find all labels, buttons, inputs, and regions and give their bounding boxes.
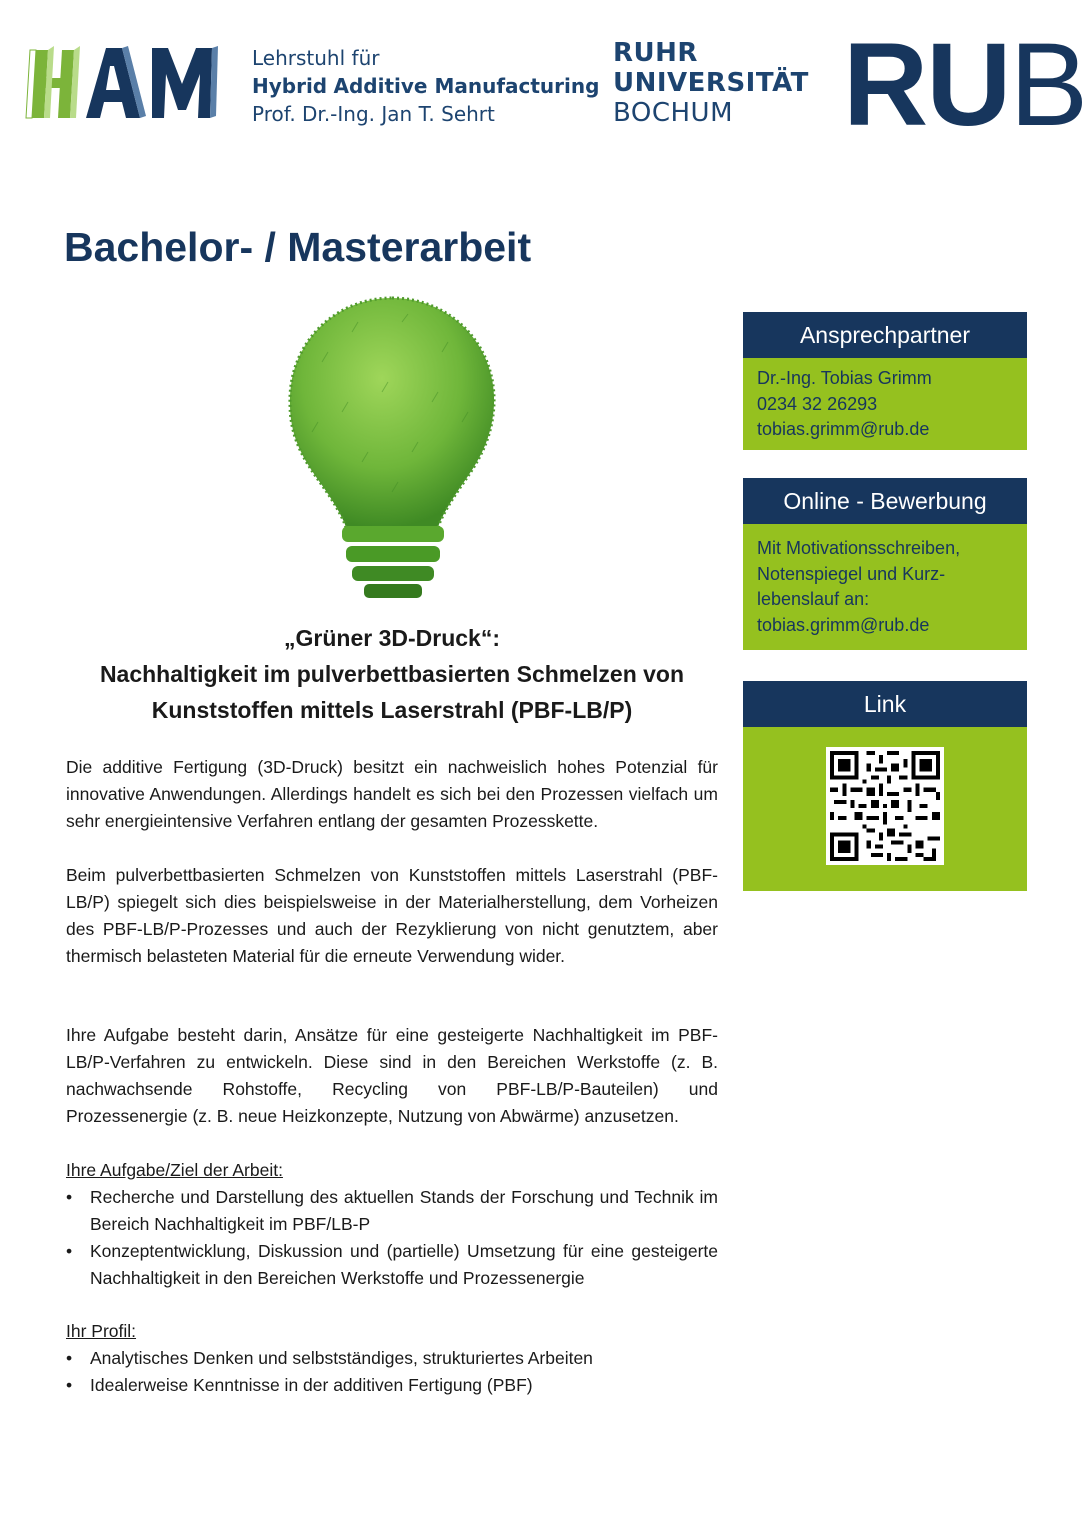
body-paragraph-1 <box>66 754 718 835</box>
link-heading: Link <box>743 681 1027 727</box>
list-item: • Konzeptentwicklung, Diskussion und (partielle) Umsetzung für eine gesteigerte Nachhaltigkeit in den Bereichen Werkstoffe und Prozessenergie <box>66 1238 718 1292</box>
body-paragraph-3 <box>66 1022 718 1130</box>
tasks-heading: Ihre Aufgabe/Ziel der Arbeit: <box>66 1160 283 1180</box>
rub-logo-b: B <box>1009 19 1086 151</box>
page-title: Bachelor- / Masterarbeit <box>64 224 532 270</box>
link-box <box>743 681 1027 891</box>
ham-logo-a <box>86 46 146 118</box>
application-line-1: Mit Motivationsschreiben, <box>757 538 961 558</box>
rub-logo-ru: RU <box>843 19 1010 151</box>
thesis-topic <box>66 620 718 728</box>
application-details <box>743 524 1027 650</box>
list-item: • Recherche und Darstellung des aktuellen Stands der Forschung und Technik im Bereich Nachhaltigkeit im PBF/LB-P <box>66 1184 718 1238</box>
topic-line-2: Nachhaltigkeit im pulverbettbasierten Schmelzen von <box>99 661 685 687</box>
chair-line-2-hybrid: Hybrid <box>252 74 328 98</box>
chair-name <box>252 44 599 128</box>
uni-line-2: UNIVERSITÄT <box>613 68 809 98</box>
rub-logo <box>843 19 1086 151</box>
application-line-3: lebenslauf an: <box>757 589 870 609</box>
topic-line-1: „Grüner 3D-Druck“: <box>284 625 500 651</box>
paragraph-text: Beim pulverbettbasierten Schmelzen von Kunststoffen mittels Laserstrahl (PBF-LB/P) spiegelt sich dies beispielsweise in der Materialherstellung, dem Vorheizen des PBF-LB/P-Prozesses und auch der Rezyklierung von nicht genutztem, aber thermisch belasteten Material für die erneute Verwendung wider. <box>66 865 718 966</box>
uni-line-3: BOCHUM <box>613 98 734 128</box>
university-name <box>613 38 809 128</box>
list-item: • Idealerweise Kenntnisse in der additiven Fertigung (PBF) <box>66 1372 718 1399</box>
chair-line-2-rest: Additive Manufacturing <box>333 74 600 98</box>
link-qr-area <box>743 727 1027 891</box>
tasks-list <box>66 1184 718 1292</box>
application-heading: Online - Bewerbung <box>743 478 1027 524</box>
contact-heading: Ansprechpartner <box>743 312 1027 358</box>
paragraph-text: Die additive Fertigung (3D-Druck) besitzt ein nachweislich hohes Potenzial für innovative Anwendungen. Allerdings handelt es sich bei den Prozessen vielfach um sehr energieintensive Verfahren entlang der gesamten Prozesskette. <box>66 757 718 831</box>
profile-list <box>66 1345 718 1399</box>
profile-section <box>66 1318 718 1399</box>
contact-details <box>743 358 1027 450</box>
contact-box <box>743 312 1027 450</box>
contact-email[interactable]: tobias.grimm@rub.de <box>757 419 930 439</box>
chair-line-3: Prof. Dr.-Ing. Jan T. Sehrt <box>252 102 495 126</box>
grass-bulb-image <box>282 292 502 602</box>
tasks-section <box>66 1157 718 1292</box>
profile-heading: Ihr Profil: <box>66 1321 137 1341</box>
chair-line-1: Lehrstuhl für <box>252 46 380 70</box>
ham-logo-m <box>152 46 218 118</box>
ham-logo <box>22 44 232 124</box>
topic-line-3: Kunststoffen mittels Laserstrahl (PBF-LB/P) <box>151 697 633 723</box>
ham-logo-h <box>26 46 80 118</box>
chair-line-2 <box>252 72 599 100</box>
paragraph-text: Ihre Aufgabe besteht darin, Ansätze für eine gesteigerte Nachhaltigkeit im PBF-LB/P-Verfahren zu entwickeln. Diese sind in den Bereichen Werkstoffe (z. B. nachwachsende Rohstoffe, Recycling von PBF-LB/P-Bauteilen) und Prozessenergie (z. B. neue Heizkonzepte, Nutzung von Abwärme) anzusetzen. <box>66 1025 718 1126</box>
qr-code-icon[interactable] <box>826 747 944 865</box>
body-paragraph-2 <box>66 862 718 970</box>
contact-phone[interactable]: 0234 32 26293 <box>757 393 878 414</box>
contact-name: Dr.-Ing. Tobias Grimm <box>757 368 932 388</box>
application-box <box>743 478 1027 650</box>
uni-line-1: RUHR <box>613 38 698 68</box>
application-email[interactable]: tobias.grimm@rub.de <box>757 614 930 635</box>
application-line-2: Notenspiegel und Kurz- <box>757 563 946 584</box>
list-item: • Analytisches Denken und selbstständiges, strukturiertes Arbeiten <box>66 1345 718 1372</box>
